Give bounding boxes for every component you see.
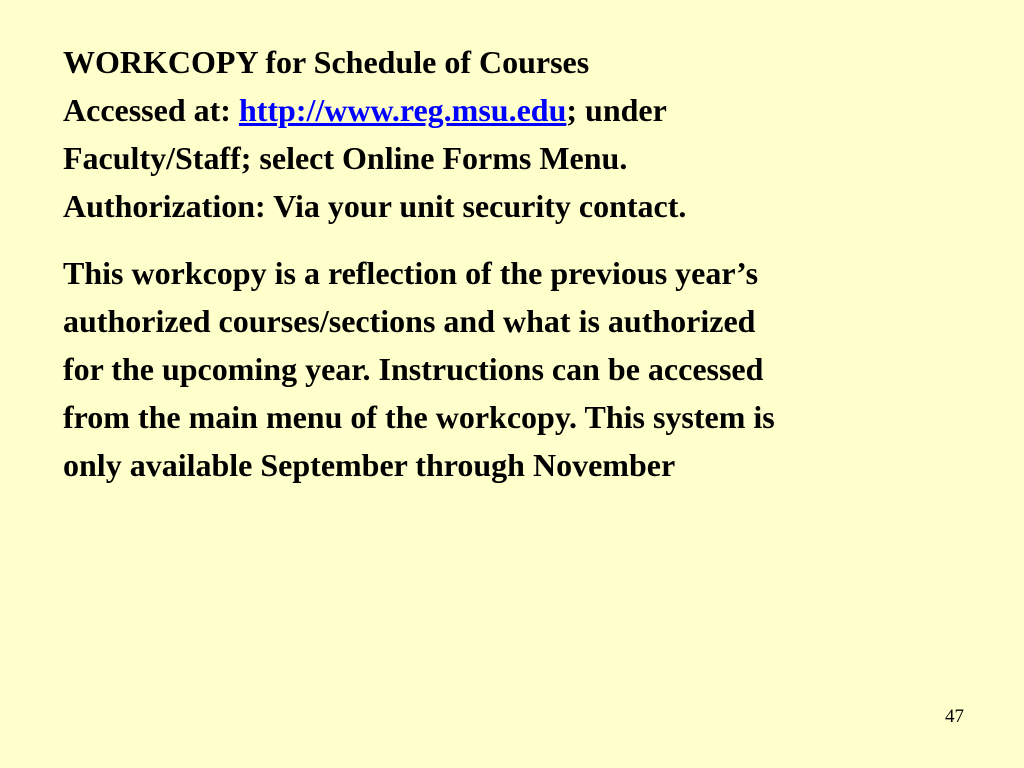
page-number: 47	[945, 706, 964, 727]
slide-title: WORKCOPY for Schedule of Courses	[63, 44, 590, 80]
registrar-url-link[interactable]: http://www.reg.msu.edu	[238, 92, 567, 128]
accessed-at-label: Accessed at:	[63, 92, 239, 128]
workcopy-access-info	[63, 38, 983, 230]
description-line-3: for the upcoming year. Instructions can be accessed	[63, 351, 764, 387]
faculty-staff-line: Faculty/Staff; select Online Forms Menu.	[63, 140, 628, 176]
authorization-line: Authorization: Via your unit security contact.	[63, 188, 687, 224]
description-line-5: only available September through November	[63, 447, 676, 483]
description-line-2: authorized courses/sections and what is authorized	[63, 303, 756, 339]
description-line-1: This workcopy is a reflection of the previous year’s	[63, 255, 759, 291]
accessed-at-suffix: ; under	[566, 92, 667, 128]
accessed-at-line	[63, 86, 983, 134]
workcopy-description	[63, 249, 993, 489]
description-line-4: from the main menu of the workcopy. This system is	[63, 399, 775, 435]
